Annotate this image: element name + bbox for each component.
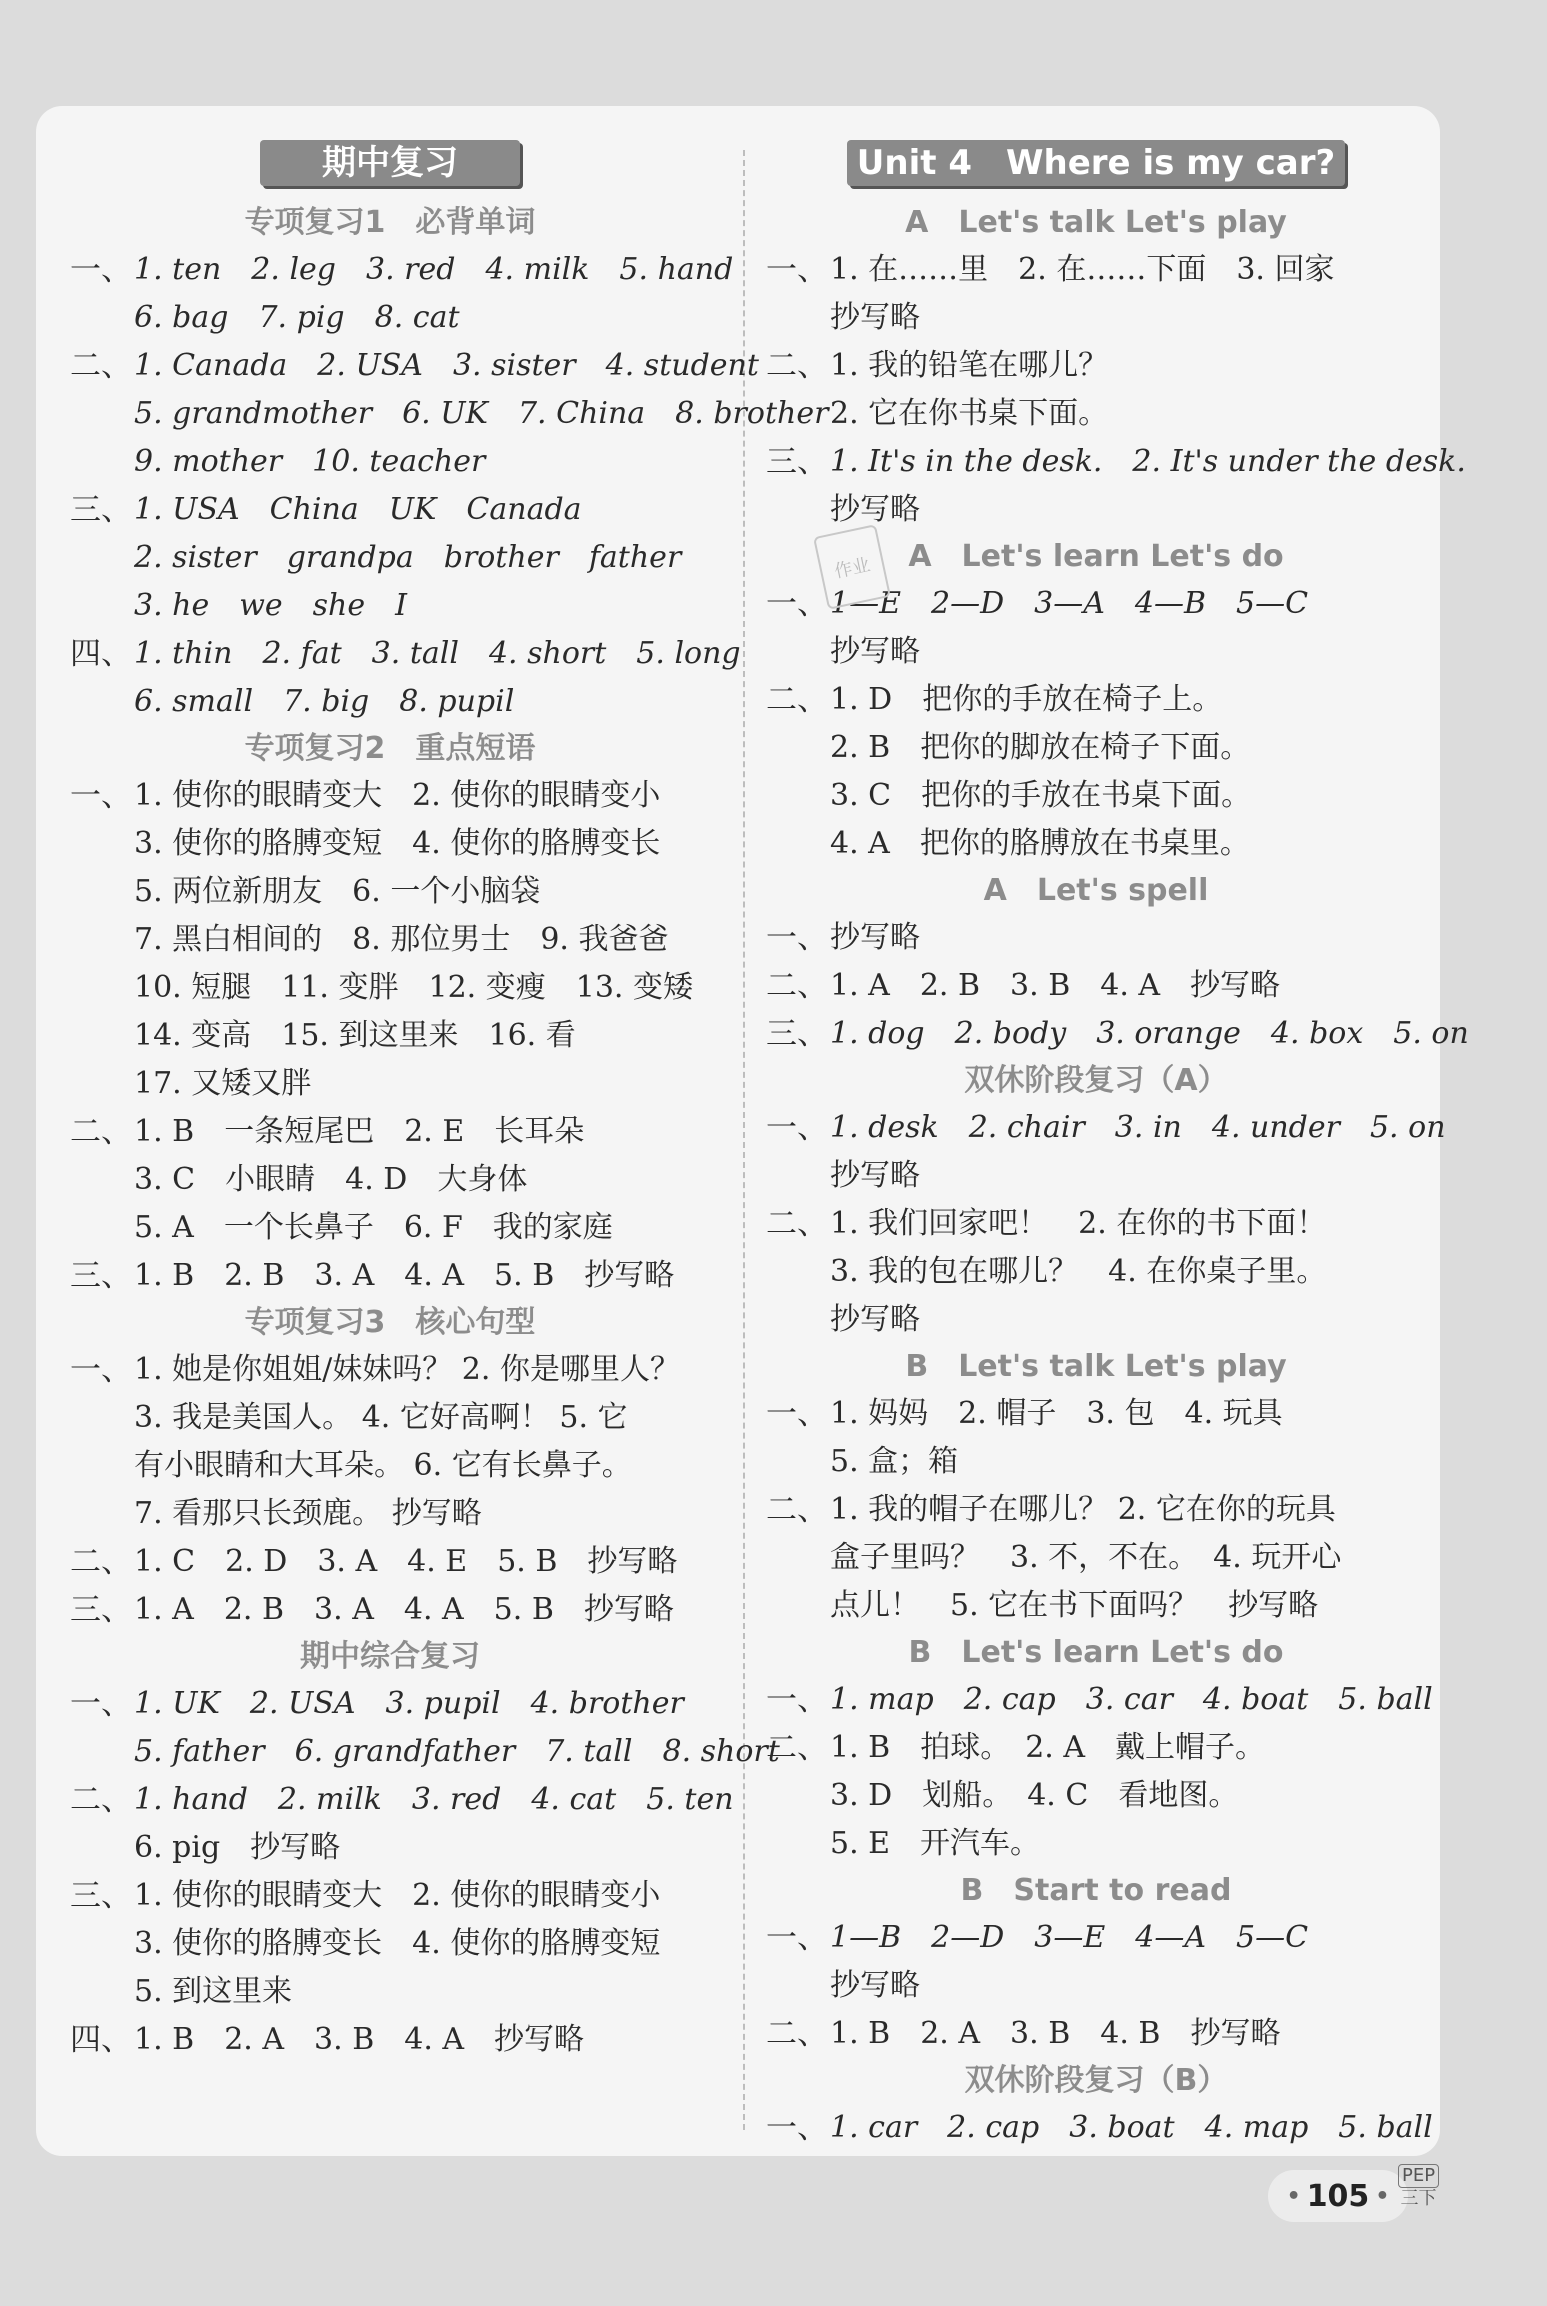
exercise-number: 二、: [766, 682, 828, 718]
answer-lines: [830, 2104, 1433, 2152]
exercise-number: 一、: [70, 1686, 132, 1722]
exercise-number: 二、: [766, 1492, 828, 1528]
exercise-number: 一、: [766, 586, 828, 622]
answer-line: 5. 盒；箱: [830, 1444, 959, 1479]
answer-line: 5. A 一个长鼻子 6. F 我的家庭: [134, 1210, 613, 1245]
section-title: A Let's talk Let's play: [905, 205, 1287, 240]
answer-lines: [134, 246, 733, 342]
answer-line: 1. Canada 2. USA 3. sister 4. student: [134, 348, 759, 383]
exercise-number: 三、: [766, 444, 828, 480]
answer-lines: [134, 342, 828, 486]
exercise-number: 二、: [70, 1544, 132, 1580]
answer-line: 1. thin 2. fat 3. tall 4. short 5. long: [134, 636, 741, 671]
exercise-number: 二、: [766, 968, 828, 1004]
answer-line: 1. It's in the desk. 2. It's under the desk.: [830, 444, 1466, 479]
exercise-number: 三、: [766, 1016, 828, 1052]
answer-line: 3. 使你的胳膊变长 4. 使你的胳膊变短: [134, 1926, 661, 1961]
answer-lines: [830, 438, 1466, 534]
answer-line: 1. USA China UK Canada: [134, 492, 582, 527]
exercise-group: [70, 342, 829, 486]
answer-line: 抄写略: [830, 1302, 920, 1337]
answer-line: 3. 我的包在哪儿？ 4. 在你桌子里。: [830, 1254, 1327, 1289]
exercise-number: 一、: [766, 1110, 828, 1146]
answer-lines: [830, 1724, 1426, 1868]
section-title: 专项复习1 必背单词: [244, 205, 536, 240]
answer-line: 3. 使你的胳膊变短 4. 使你的胳膊变长: [134, 826, 661, 861]
answer-line: 点儿！ 5. 它在书下面吗？ 抄写略: [830, 1588, 1319, 1623]
page-number: 105: [1306, 2178, 1370, 2214]
answer-line: 4. A 把你的胳膊放在书桌里。: [830, 826, 1250, 861]
answer-lines: [134, 1586, 710, 1634]
exercise-number: 一、: [766, 2110, 828, 2146]
exercise-group: [70, 486, 710, 630]
section-title: A Let's learn Let's do: [908, 539, 1284, 574]
answer-line: 有小眼睛和大耳朵。 6. 它有长鼻子。: [134, 1448, 632, 1483]
left-column: [70, 140, 829, 2064]
answer-line: 1. car 2. cap 3. boat 4. map 5. ball: [830, 2110, 1433, 2145]
exercise-group: [766, 438, 1466, 534]
answer-line: 3. C 把你的手放在书桌下面。: [830, 778, 1252, 813]
exercise-group: [70, 1108, 710, 1252]
exercise-number: 一、: [766, 920, 828, 956]
answer-line: 10. 短腿 11. 变胖 12. 变瘦 13. 变矮: [134, 970, 693, 1005]
exercise-number: 一、: [766, 252, 828, 288]
right-sections: [766, 200, 1469, 2152]
answer-lines: [830, 342, 1426, 438]
answer-line: 1. A 2. B 3. B 4. A 抄写略: [830, 968, 1281, 1003]
answer-line: 3. D 划船。 4. C 看地图。: [830, 1778, 1239, 1813]
answer-lines: [134, 2016, 710, 2064]
exercise-number: 四、: [70, 636, 132, 672]
exercise-number: 二、: [766, 1730, 828, 1766]
answer-line: 1. UK 2. USA 3. pupil 4. brother: [134, 1686, 684, 1721]
answer-line: 5. 到这里来: [134, 1974, 293, 2009]
exercise-number: 二、: [766, 1206, 828, 1242]
answer-lines: [134, 486, 710, 630]
answer-lines: [830, 1676, 1433, 1724]
right-column: [766, 140, 1469, 2152]
answer-lines: [134, 1538, 710, 1586]
exercise-group: [766, 1486, 1426, 1630]
exercise-group: [766, 2104, 1433, 2152]
answer-lines: [134, 630, 741, 726]
exercise-number: 一、: [70, 778, 132, 814]
answer-line: 2. 它在你书桌下面。: [830, 396, 1109, 431]
answer-lines: [830, 2010, 1426, 2058]
exercise-group: [766, 1914, 1426, 2010]
answer-lines: [830, 676, 1426, 868]
exercise-group: [766, 962, 1426, 1010]
answer-line: 1. B 2. A 3. B 4. B 抄写略: [830, 2016, 1281, 2051]
answer-line: 9. mother 10. teacher: [134, 444, 486, 479]
answer-line: 1. 我的铅笔在哪儿？: [830, 348, 1109, 383]
section-title: 双休阶段复习（B）: [964, 2063, 1228, 2098]
answer-line: 1. 我们回家吧！ 2. 在你的书下面！: [830, 1206, 1327, 1241]
exercise-number: 二、: [70, 1114, 132, 1150]
answer-line: 1. D 把你的手放在椅子上。: [830, 682, 1223, 717]
answer-lines: [830, 1010, 1469, 1058]
answer-line: 抄写略: [830, 634, 920, 669]
answer-lines: [134, 1252, 710, 1300]
answer-line: 7. 看那只长颈鹿。 抄写略: [134, 1496, 482, 1531]
answer-line: 7. 黑白相间的 8. 那位男士 9. 我爸爸: [134, 922, 669, 957]
answer-lines: [134, 1680, 780, 1776]
answer-lines: [134, 1346, 710, 1538]
exercise-number: 一、: [766, 1396, 828, 1432]
watermark-stamp: 作业: [813, 524, 891, 610]
section-title: 专项复习3 核心句型: [244, 1305, 536, 1340]
answer-line: 抄写略: [830, 1158, 920, 1193]
section-title: A Let's spell: [983, 873, 1209, 908]
exercise-number: 三、: [70, 1878, 132, 1914]
page-number-badge: • 105 •: [1268, 2170, 1408, 2222]
answer-lines: [830, 1390, 1426, 1486]
exercise-number: 二、: [70, 348, 132, 384]
answer-lines: [830, 1104, 1446, 1200]
answer-line: 5. 两位新朋友 6. 一个小脑袋: [134, 874, 541, 909]
exercise-group: [70, 246, 734, 342]
exercise-group: [766, 246, 1426, 342]
exercise-number: 三、: [70, 1592, 132, 1628]
exercise-number: 一、: [766, 1682, 828, 1718]
section-title: B Let's learn Let's do: [908, 1635, 1284, 1670]
answer-line: 抄写略: [830, 1968, 920, 2003]
answer-line: 1. 妈妈 2. 帽子 3. 包 4. 玩具: [830, 1396, 1283, 1431]
answer-line: 5. grandmother 6. UK 7. China 8. brother: [134, 396, 829, 431]
answer-lines: [134, 1872, 710, 2016]
answer-lines: [134, 1108, 710, 1252]
answer-line: 1. C 2. D 3. A 4. E 5. B 抄写略: [134, 1544, 678, 1579]
exercise-number: 一、: [766, 1920, 828, 1956]
exercise-number: 三、: [70, 1258, 132, 1294]
answer-line: 5. father 6. grandfather 7. tall 8. short: [134, 1734, 780, 1769]
exercise-group: [766, 914, 1426, 962]
exercise-group: [766, 1676, 1433, 1724]
exercise-number: 二、: [70, 1782, 132, 1818]
answer-line: 抄写略: [830, 492, 920, 527]
answer-line: 17. 又矮又胖: [134, 1066, 312, 1101]
answer-line: 1. 在……里 2. 在……下面 3. 回家: [830, 252, 1335, 287]
answer-line: 6. bag 7. pig 8. cat: [134, 300, 460, 335]
exercise-number: 二、: [766, 2016, 828, 2052]
answer-line: 6. small 7. big 8. pupil: [134, 684, 515, 719]
answer-line: 1—E 2—D 3—A 4—B 5—C: [830, 586, 1309, 621]
exercise-group: [766, 1724, 1426, 1868]
answer-line: 1. dog 2. body 3. orange 4. box 5. on: [830, 1016, 1469, 1051]
answer-line: 2. B 把你的脚放在椅子下面。: [830, 730, 1251, 765]
answer-line: 6. pig 抄写略: [134, 1830, 341, 1865]
grade-label: 三下: [1400, 2188, 1437, 2209]
answer-line: 1. B 一条短尾巴 2. E 长耳朵: [134, 1114, 585, 1149]
answer-lines: [830, 1200, 1426, 1344]
answer-lines: [134, 772, 710, 1108]
answer-line: 盒子里吗？ 3. 不，不在。 4. 玩开心: [830, 1540, 1342, 1575]
answer-line: 1—B 2—D 3—E 4—A 5—C: [830, 1920, 1309, 1955]
exercise-group: [70, 1538, 710, 1586]
exercise-group: [70, 1586, 710, 1634]
answer-lines: [830, 962, 1426, 1010]
answer-line: 1. B 2. B 3. A 4. A 5. B 抄写略: [134, 1258, 675, 1293]
midterm-review-banner: 期中复习: [260, 140, 520, 186]
answer-line: 1. map 2. cap 3. car 4. boat 5. ball: [830, 1682, 1433, 1717]
exercise-group: [766, 1390, 1426, 1486]
section-title: 双休阶段复习（A）: [964, 1063, 1228, 1098]
answer-line: 3. 我是美国人。 4. 它好高啊！ 5. 它: [134, 1400, 628, 1435]
section-title: 期中综合复习: [300, 1639, 480, 1674]
exercise-group: [70, 1872, 710, 2016]
section-title: B Start to read: [960, 1873, 1232, 1908]
answer-lines: [830, 246, 1426, 342]
edition-label: [1398, 2164, 1439, 2210]
exercise-group: [766, 1104, 1446, 1200]
exercise-group: [766, 676, 1426, 868]
exercise-group: [70, 772, 710, 1108]
answer-line: 5. E 开汽车。: [830, 1826, 1041, 1861]
answer-line: 1. B 2. A 3. B 4. A 抄写略: [134, 2022, 585, 2057]
exercise-group: [766, 1200, 1426, 1344]
exercise-group: [766, 1010, 1469, 1058]
answer-line: 1. desk 2. chair 3. in 4. under 5. on: [830, 1110, 1446, 1145]
exercise-group: [70, 2016, 710, 2064]
unit4-banner: Unit 4 Where is my car?: [847, 140, 1345, 186]
exercise-group: [70, 630, 741, 726]
answer-lines: [830, 1914, 1426, 2010]
answer-line: 1. hand 2. milk 3. red 4. cat 5. ten: [134, 1782, 734, 1817]
answer-lines: [134, 1776, 734, 1872]
answer-line: 抄写略: [830, 920, 920, 955]
exercise-number: 四、: [70, 2022, 132, 2058]
answer-lines: [830, 1486, 1426, 1630]
answer-line: 1. 她是你姐姐/妹妹吗？ 2. 你是哪里人？: [134, 1352, 680, 1387]
answer-line: 抄写略: [830, 300, 920, 335]
left-sections: [70, 200, 829, 2064]
exercise-group: [766, 342, 1426, 438]
section-title: 专项复习2 重点短语: [244, 731, 536, 766]
answer-line: 1. A 2. B 3. A 4. A 5. B 抄写略: [134, 1592, 674, 1627]
answer-line: 1. 我的帽子在哪儿？ 2. 它在你的玩具: [830, 1492, 1336, 1527]
answer-lines: [830, 914, 1426, 962]
exercise-group: [70, 1252, 710, 1300]
exercise-group: [766, 2010, 1426, 2058]
exercise-number: 二、: [766, 348, 828, 384]
exercise-number: 三、: [70, 492, 132, 528]
answer-line: 3. he we she I: [134, 588, 407, 623]
section-title: B Let's talk Let's play: [905, 1349, 1287, 1384]
answer-line: 2. sister grandpa brother father: [134, 540, 682, 575]
exercise-group: [70, 1776, 734, 1872]
pep-tag: PEP: [1398, 2164, 1439, 2188]
answer-line: 1. B 拍球。 2. A 戴上帽子。: [830, 1730, 1266, 1765]
answer-line: 1. 使你的眼睛变大 2. 使你的眼睛变小: [134, 778, 661, 813]
answer-line: 3. C 小眼睛 4. D 大身体: [134, 1162, 528, 1197]
exercise-number: 一、: [70, 252, 132, 288]
exercise-group: [70, 1346, 710, 1538]
answer-line: 1. ten 2. leg 3. red 4. milk 5. hand: [134, 252, 734, 287]
answer-lines: [830, 580, 1426, 676]
answer-line: 14. 变高 15. 到这里来 16. 看: [134, 1018, 576, 1053]
exercise-group: [70, 1680, 780, 1776]
answer-line: 1. 使你的眼睛变大 2. 使你的眼睛变小: [134, 1878, 661, 1913]
exercise-number: 一、: [70, 1352, 132, 1388]
